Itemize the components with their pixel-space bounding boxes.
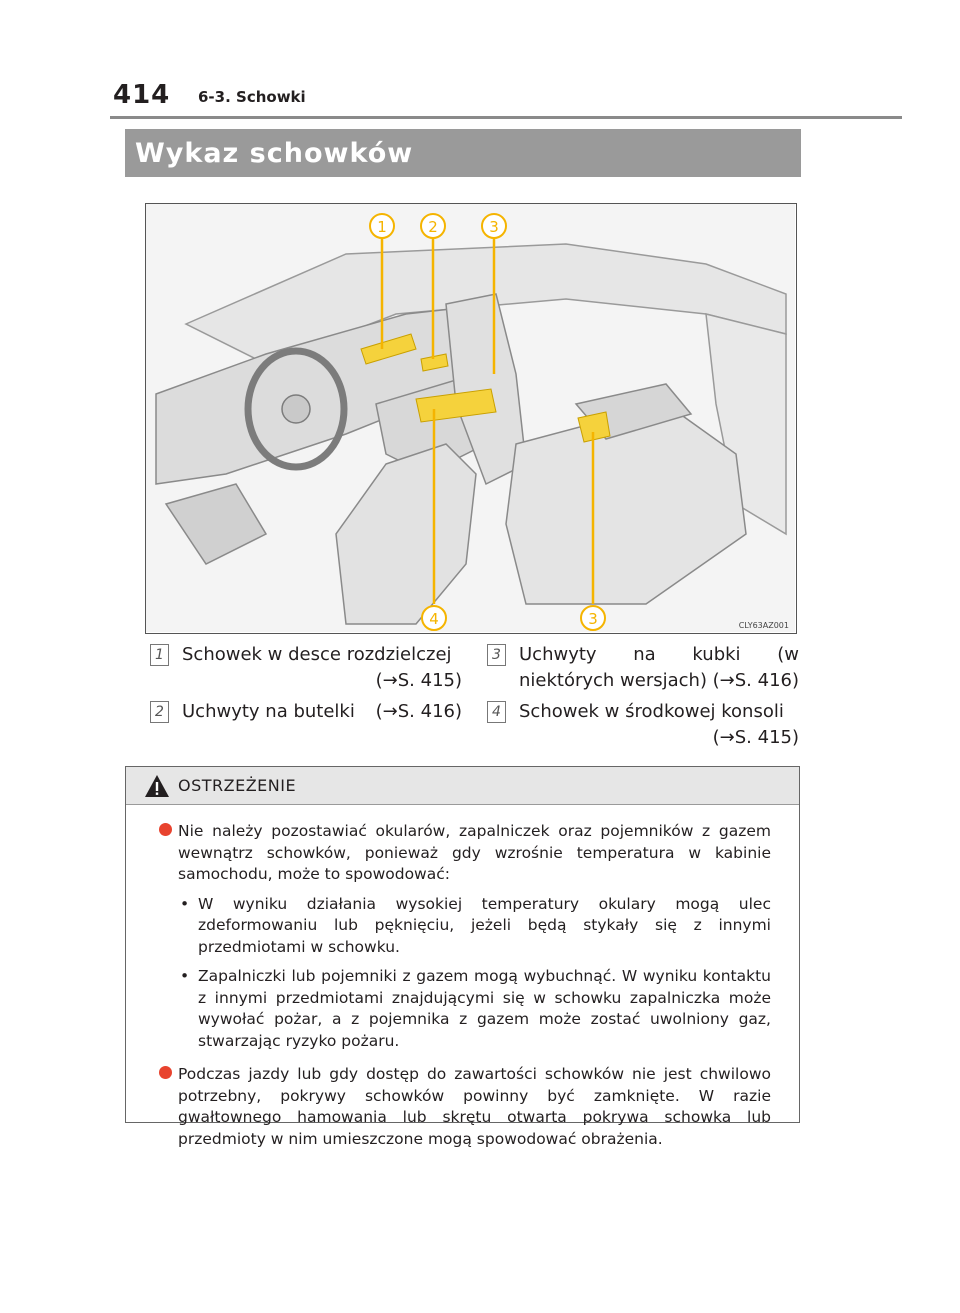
figure-legend xyxy=(150,642,800,757)
callout-3-rear: 3 xyxy=(588,610,598,628)
callout-4: 4 xyxy=(429,610,439,628)
bullet-dot-icon xyxy=(159,1066,172,1079)
page-reference: (→S. 415) xyxy=(375,670,462,691)
legend-text: Schowek w środkowej konsoli xyxy=(519,701,784,722)
legend-item-2 xyxy=(150,699,462,725)
legend-text: Uchwyty na kubki (w niektórych wersjach) xyxy=(519,644,799,691)
bullet-dot-icon xyxy=(159,823,172,836)
section-reference: 6-3. Schowki xyxy=(198,88,306,106)
sub-text: W wyniku działania wysokiej temperatury okulary mogą ulec zdeformowaniu lub pęknięciu, jeżeli będą stykały się z innymi przedmiotami w schowku. xyxy=(198,894,771,956)
callout-3: 3 xyxy=(489,218,499,236)
warning-header xyxy=(126,767,799,805)
header-divider xyxy=(110,116,902,119)
warning-label: OSTRZEŻENIE xyxy=(178,776,297,795)
warning-text: Podczas jazdy lub gdy dostęp do zawartości schowków nie jest chwilowo potrzebny, pokrywy schowków powinny być zamknięte. W razie gwałtownego hamowania lub skrętu otwarta pokrywa schowka lub przedmioty w nim umieszczone mogą spowodować obrażenia. xyxy=(178,1065,771,1148)
legend-item-4 xyxy=(487,699,799,751)
page-number: 414 xyxy=(113,80,171,110)
section-title-bar xyxy=(125,129,801,177)
legend-number: 3 xyxy=(487,644,506,666)
sub-text: Zapalniczki lub pojemniki z gazem mogą wybuchnąć. W wyniku kontaktu z innymi przedmiotami znajdującymi się w schowku zapalniczka może wywołać pożar, a z pojemnika z gazem może zostać uwolniony gaz, stwarzając ryzyko pożaru. xyxy=(198,967,771,1050)
figure-code: CLY63AZ001 xyxy=(738,621,789,630)
sub-bullet-icon: • xyxy=(180,967,190,985)
warning-item xyxy=(166,821,771,1052)
warning-body xyxy=(126,805,799,1150)
warning-triangle-icon xyxy=(144,774,170,798)
interior-illustration xyxy=(145,203,797,634)
page-reference: (→S. 415) xyxy=(712,727,799,748)
legend-number: 1 xyxy=(150,644,169,666)
legend-item-3 xyxy=(487,642,799,694)
page-reference: (→S. 416) xyxy=(712,670,799,691)
warning-box xyxy=(125,766,800,1148)
sub-item xyxy=(180,966,771,1052)
legend-number: 4 xyxy=(487,701,506,723)
car-interior-drawing xyxy=(146,204,795,632)
warning-text: Nie należy pozostawiać okularów, zapalniczek oraz pojemników z gazem wewnątrz schowków, ponieważ gdy wzrośnie temperatura w kabinie samochodu, może to spowodować: xyxy=(178,822,771,883)
legend-text: Schowek w desce rozdzielczej xyxy=(182,644,452,665)
callout-2: 2 xyxy=(428,218,438,236)
sub-item xyxy=(180,894,771,959)
sub-bullet-icon: • xyxy=(180,894,190,913)
legend-item-1 xyxy=(150,642,462,694)
legend-text: Uchwyty na butelki xyxy=(182,701,355,722)
page-reference: (→S. 416) xyxy=(375,701,462,722)
warning-item xyxy=(166,1064,771,1150)
page-title: Wykaz schowków xyxy=(135,137,414,169)
legend-number: 2 xyxy=(150,701,169,723)
callout-1: 1 xyxy=(377,218,387,236)
